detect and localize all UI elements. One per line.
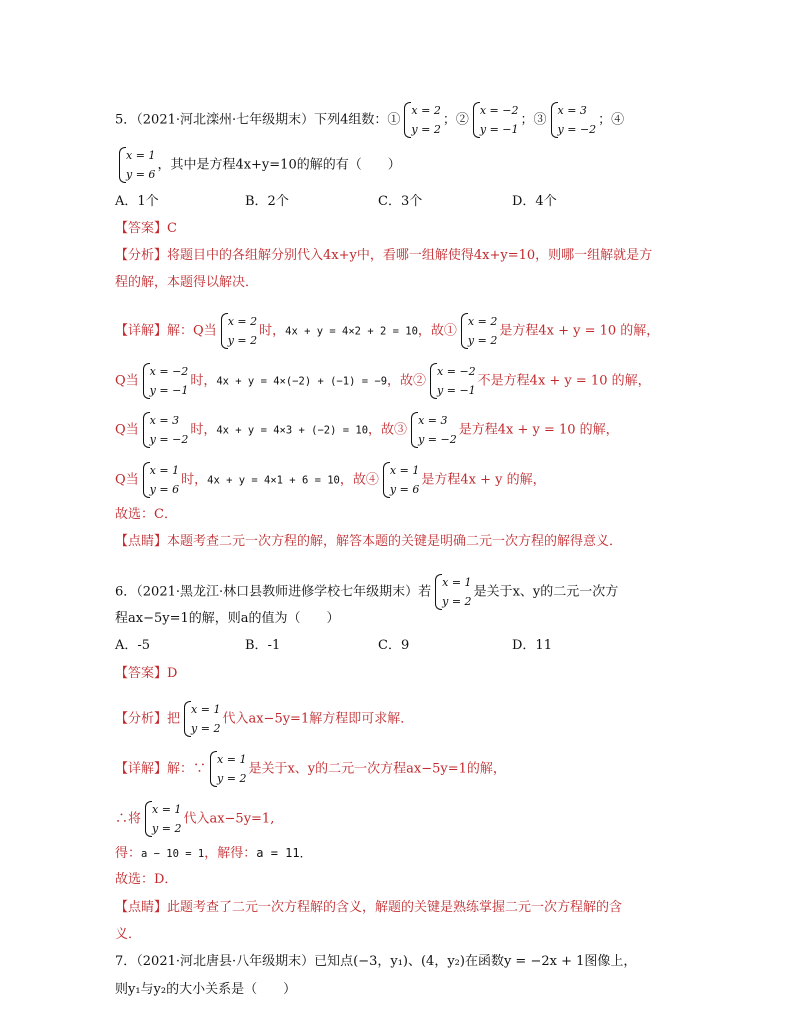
q6-choice-b: B．-1: [245, 638, 281, 653]
q7-stem-line1: 7．（2021·河北唐县·八年级期末）已知点(−3，y₁)、(4，y₂)在函数y = −2x + 1图像上，: [115, 954, 637, 969]
q6-analysis: 【分析】把 x = 1 y = 2 代入ax−5y=1解方程即可求解．: [115, 700, 413, 738]
q6-comment-line1: 【点睛】此题考查了二元一次方程解的含义，解题的关键是熟练掌握二元一次方程解的含: [115, 900, 623, 915]
q7-stem-line2: 则y₁与y₂的大小关系是（ ）: [115, 982, 297, 997]
q6-comment-line2: 义．: [115, 927, 142, 942]
q5-detail-line1: 【详解】解：Q当 x = 2 y = 2 时，4x + y = 4×2 + 2 = 10，故① x = 2 y = 2 是方程4x + y = 10 的解，: [115, 312, 659, 350]
q6-detail-line2: ∴将 x = 1 y = 2 代入ax−5y=1,: [115, 800, 274, 838]
q5-detail-line4: Q当 x = 1 y = 6 时，4x + y = 4×1 + 6 = 10，故④ x = 1 y = 6 是方程4x + y 的解，: [115, 461, 546, 499]
q6-choice-d: D．11: [512, 638, 552, 653]
q5-analysis-line2: 程的解，本题得以解决．: [115, 275, 259, 290]
q5-stem-line2: x = 1 y = 6 ，其中是方程4x+y=10的解的有（ ）: [115, 146, 401, 184]
q5-choice-b: B．2个: [245, 194, 289, 209]
q5-system-2: x = −2 y = −1: [471, 101, 519, 139]
q6-stem-line2: 程ax−5y=1的解，则a的值为（ ）: [115, 611, 340, 626]
q6-detail-line1: 【详解】解：∵ x = 1 y = 2 是关于x、y的二元一次方程ax−5y=1的解，: [115, 750, 506, 788]
q5-detail-line3: Q当 x = 3 y = −2 时，4x + y = 4×3 + (−2) = 10，故③ x = 3 y = −2 是方程4x + y = 10 的解，: [115, 411, 619, 449]
q5-choice-a: A．1个: [115, 194, 159, 209]
q5-stem-line1: 5．（2021·河北滦州·七年级期末）下列4组数：① x = 2 y = 2 ；② x = −2 y = −1 ；③ x = 3 y = −2 ；④: [115, 101, 624, 139]
q5-choice-c: C．3个: [378, 194, 423, 209]
q5-answer: 【答案】C: [115, 221, 177, 236]
q5-comment: 【点睛】本题考查二元一次方程的解，解答本题的关键是明确二元一次方程的解得意义．: [115, 534, 623, 549]
q5-detail-line2: Q当 x = −2 y = −1 时，4x + y = 4×(−2) + (−1) = −9，故② x = −2 y = −1 不是方程4x + y = 10 的解，: [115, 362, 651, 400]
q6-system: x = 1 y = 2: [433, 573, 471, 611]
q5-system-1: x = 2 y = 2: [402, 101, 440, 139]
q5-system-3: x = 3 y = −2: [549, 101, 597, 139]
q6-conclusion: 故选：D．: [115, 872, 178, 887]
q5-system-4: x = 1 y = 6: [117, 146, 155, 184]
q6-detail-line3: 得：a − 10 = 1，解得：a = 11．: [115, 846, 312, 861]
q5-choice-d: D．4个: [512, 194, 557, 209]
q6-choice-c: C．9: [378, 638, 410, 653]
q6-answer: 【答案】D: [115, 666, 178, 681]
q5-conclusion: 故选：C．: [115, 507, 177, 522]
q6-choice-a: A．-5: [115, 638, 151, 653]
q6-stem-line1: 6．（2021·黑龙江·林口县教师进修学校七年级期末）若 x = 1 y = 2 是关于x、y的二元一次方: [115, 573, 618, 611]
q5-analysis-line1: 【分析】将题目中的各组解分别代入4x+y中，看哪一组解使得4x+y=10，则哪一组解就是方: [115, 248, 653, 263]
